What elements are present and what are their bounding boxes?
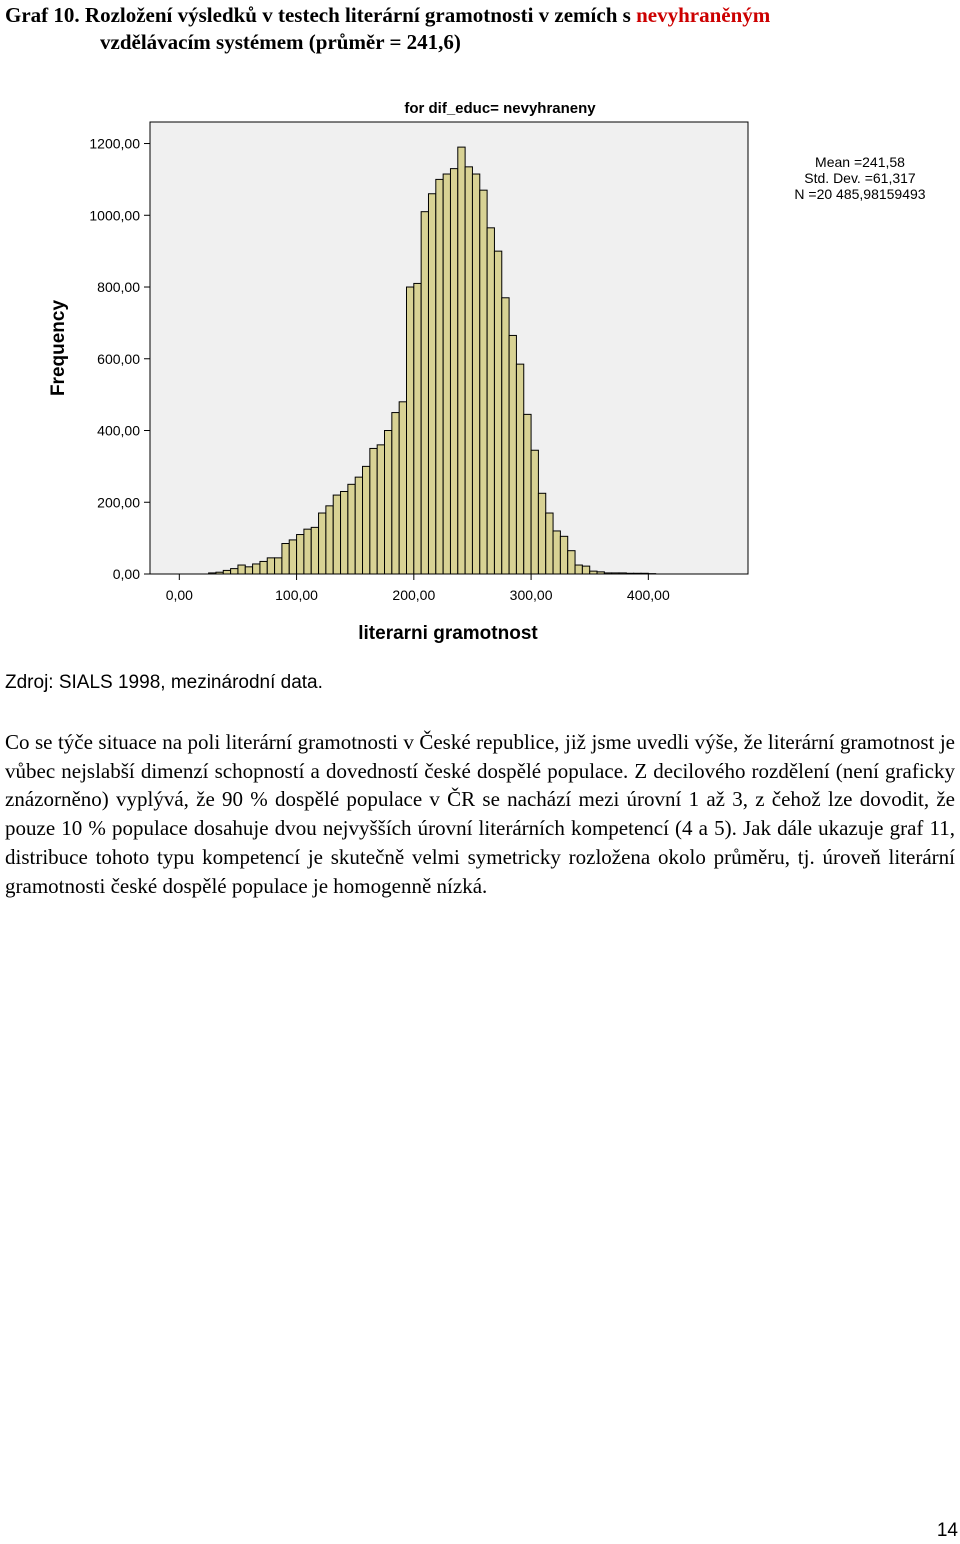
x-tick-label: 200,00 <box>392 587 436 603</box>
histogram-bar <box>297 535 304 574</box>
chart-title: for dif_educ= nevyhraneny <box>404 100 596 117</box>
histogram-bar <box>560 536 567 574</box>
histogram-bar <box>626 573 633 574</box>
histogram-bar <box>245 567 252 574</box>
histogram-bar <box>553 531 560 574</box>
histogram-bar <box>282 544 289 574</box>
x-axis-label: literarni gramotnost <box>358 623 538 644</box>
histogram-bar <box>319 513 326 574</box>
histogram-bar <box>458 147 465 574</box>
histogram-bar <box>275 558 282 574</box>
histogram-bar <box>238 565 245 574</box>
histogram-bar <box>209 573 216 574</box>
histogram-bar <box>399 402 406 574</box>
histogram-bar <box>428 194 435 574</box>
histogram-bar <box>407 287 414 574</box>
y-tick-label: 200,00 <box>97 494 140 511</box>
stat-n: N =20 485,98159493 <box>794 186 926 202</box>
histogram-bar <box>494 251 501 574</box>
y-tick-label: 600,00 <box>97 350 140 367</box>
histogram-bar <box>502 298 509 574</box>
histogram-bar <box>472 174 479 574</box>
y-tick-label: 0,00 <box>112 566 140 582</box>
y-axis-label: Frequency <box>48 299 69 397</box>
body-paragraph: Co se týče situace na poli literární gramotnosti v České republice, již jsme uvedli výše, že literární gramotnost je vůbec nejslabší dimenzí schopností a dovedností české dospělé populace. Z decilového rozdělení (není graficky znázorněno) vyplývá, že 90 % dospělé populace v ČR se nachází mezi úrovní 1 až 3, z čehož lze dovodit, že pouze 10 % populace dosahuje dvou nejvyšších úrovní literárních kompetencí (4 a 5). Jak dále ukazuje graf 11, distribuce tohoto typu kompetencí je skutečně velmi symetricky rozložena okolo průměru, tj. úroveň literární gramotnosti české dospělé populace je homogenně nízká. <box>5 730 955 898</box>
histogram-bar <box>289 540 296 574</box>
x-tick-label: 0,00 <box>165 587 193 603</box>
histogram-bar <box>341 491 348 574</box>
histogram-bar <box>465 167 472 574</box>
histogram-bar <box>524 414 531 574</box>
y-tick-label: 800,00 <box>97 279 140 296</box>
histogram-bar <box>421 212 428 574</box>
histogram-bar <box>538 493 545 574</box>
histogram-bar <box>590 571 597 574</box>
histogram-bar <box>267 558 274 574</box>
histogram-bar <box>443 174 450 574</box>
x-tick-label: 100,00 <box>275 587 318 603</box>
histogram-chart <box>0 88 960 648</box>
page-number: 14 <box>936 1520 958 1541</box>
histogram-bar <box>612 573 619 574</box>
histogram-bar <box>392 413 399 574</box>
y-tick-label: 1000,00 <box>89 207 140 224</box>
histogram-bar <box>363 466 370 574</box>
stat-std-dev: Std. Dev. =61,317 <box>804 170 916 186</box>
histogram-bar <box>223 570 230 574</box>
y-axis <box>89 136 150 582</box>
histogram-bar <box>436 179 443 574</box>
histogram-bar <box>597 572 604 574</box>
histogram-bar <box>568 551 575 574</box>
histogram-bar <box>304 529 311 574</box>
histogram-bar <box>487 228 494 574</box>
histogram-bar <box>370 448 377 574</box>
stat-mean: Mean =241,58 <box>815 154 905 170</box>
histogram-bar <box>604 573 611 574</box>
histogram-bar <box>333 495 340 574</box>
x-axis <box>166 574 670 603</box>
x-tick-label: 300,00 <box>509 587 553 603</box>
histogram-bar <box>414 283 421 574</box>
histogram-bar <box>480 190 487 574</box>
caption-text-line2: vzdělávacím systémem (průměr = 241,6) <box>100 30 461 54</box>
histogram-bar <box>641 573 648 574</box>
caption-highlight: nevyhraněným <box>636 3 771 27</box>
histogram-bar <box>348 484 355 574</box>
histogram-bar <box>253 564 260 574</box>
histogram-bar <box>216 572 223 574</box>
source-note: Zdroj: SIALS 1998, mezinárodní data. <box>5 672 323 693</box>
y-tick-label: 400,00 <box>97 422 140 439</box>
histogram-bar <box>385 431 392 574</box>
histogram-bar <box>582 566 589 574</box>
histogram-bar <box>326 506 333 574</box>
histogram-bar <box>260 561 267 574</box>
histogram-bar <box>516 364 523 574</box>
histogram-bar <box>231 569 238 574</box>
histogram-bar <box>450 169 457 574</box>
y-tick-label: 1200,00 <box>89 135 140 152</box>
histogram-bar <box>575 565 582 574</box>
histogram-bar <box>546 513 553 574</box>
figure-caption <box>5 2 955 56</box>
histogram-bar <box>634 573 641 574</box>
histogram-bar <box>311 527 318 574</box>
statistics-box <box>794 154 925 202</box>
histogram-bar <box>355 477 362 574</box>
histogram-bar <box>619 573 626 574</box>
histogram-bar <box>509 335 516 574</box>
x-tick-label: 400,00 <box>626 587 670 603</box>
caption-text: Graf 10. Rozložení výsledků v testech literární gramotnosti v zemích s <box>5 3 637 27</box>
histogram-bar <box>377 445 384 574</box>
histogram-bar <box>531 450 538 574</box>
